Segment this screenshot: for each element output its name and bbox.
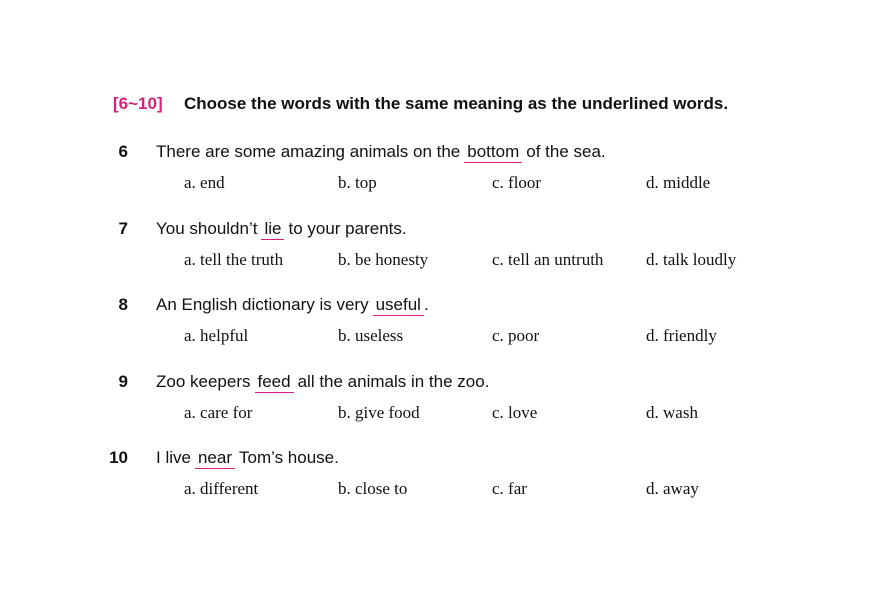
option-d[interactable]: d. middle [646,173,711,192]
underlined-word: bottom [464,143,522,163]
question-item [0,295,873,346]
question-item [0,448,873,499]
answer-options [184,173,873,193]
option-b[interactable]: b. be honesty [338,250,429,269]
option-c[interactable]: c. tell an untruth [492,250,604,269]
answer-options [184,479,873,499]
underlined-word: feed [255,373,294,393]
option-a[interactable]: a. different [184,479,259,498]
question-item [0,372,873,423]
question-text [156,142,606,163]
option-b[interactable]: b. useless [338,326,404,345]
option-d[interactable]: d. wash [646,403,698,422]
option-c[interactable]: c. poor [492,326,540,345]
text-before: There are some amazing animals on the [156,142,461,161]
option-d[interactable]: d. away [646,479,699,498]
answer-options [184,326,873,346]
instruction-text: Choose the words with the same meaning as the underlined words. [184,94,729,113]
option-c[interactable]: c. love [492,403,538,422]
underlined-word: near [195,449,235,469]
question-range: [6~10] [113,94,163,113]
option-c[interactable]: c. floor [492,173,542,192]
question-number: 10 [109,448,128,467]
text-after: of the sea. [526,142,606,161]
question-number: 7 [118,219,128,238]
text-before: Zoo keepers [156,372,251,391]
text-before: You shouldn’t [156,219,258,238]
answer-options [184,250,873,270]
text-after: Tom’s house. [239,448,339,467]
text-after: to your parents. [288,219,407,238]
option-c[interactable]: c. far [492,479,527,498]
question-number: 6 [118,142,128,161]
option-b[interactable]: b. top [338,173,377,192]
question-item [0,142,873,193]
option-d[interactable]: d. friendly [646,326,717,345]
text-after: all the animals in the zoo. [297,372,490,391]
option-b[interactable]: b. give food [338,403,420,422]
question-number: 8 [118,295,128,314]
underlined-word: useful [373,296,424,316]
question-number: 9 [118,372,128,391]
text-before: I live [156,448,191,467]
option-b[interactable]: b. close to [338,479,408,498]
question-text [156,372,489,393]
option-a[interactable]: a. tell the truth [184,250,284,269]
option-a[interactable]: a. end [184,173,225,192]
question-text [156,448,339,469]
text-before: An English dictionary is very [156,295,369,314]
option-d[interactable]: d. talk loudly [646,250,737,269]
option-a[interactable]: a. care for [184,403,253,422]
section-header [113,94,728,114]
option-a[interactable]: a. helpful [184,326,249,345]
question-text [156,295,429,316]
question-item [0,219,873,270]
underlined-word: lie [261,220,284,240]
text-after: . [423,295,429,314]
answer-options [184,403,873,423]
question-text [156,219,407,240]
